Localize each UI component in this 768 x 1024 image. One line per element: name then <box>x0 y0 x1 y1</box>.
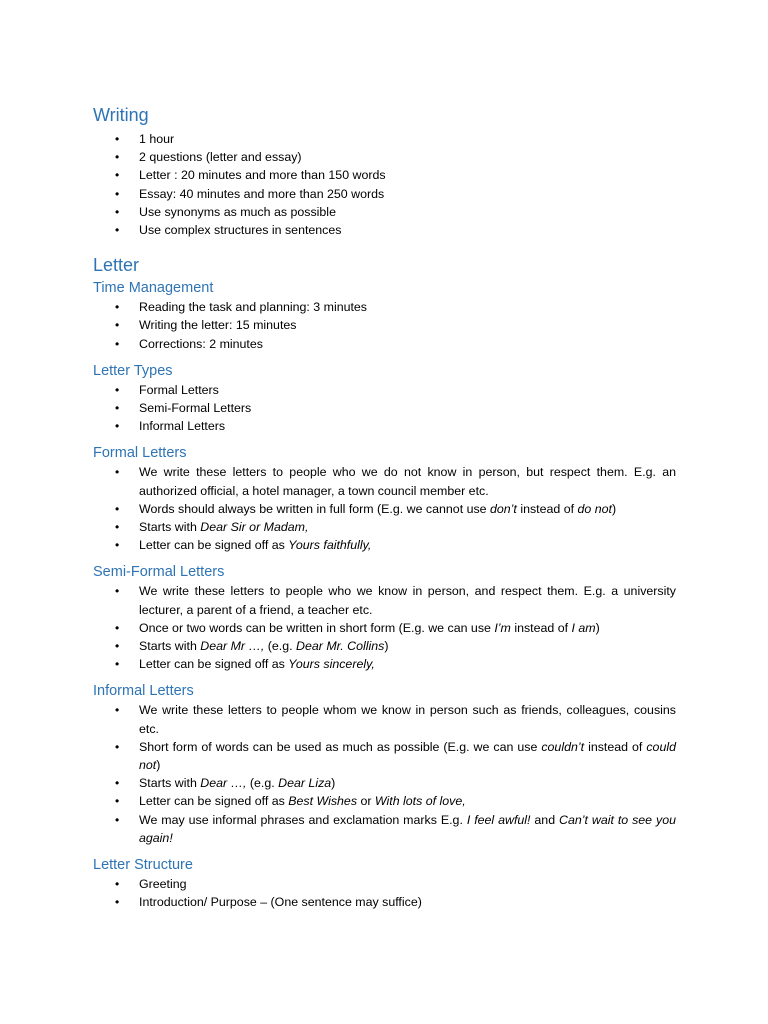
bullet-icon: • <box>115 584 120 599</box>
list-item: • Starts with Dear Sir or Madam, <box>93 518 676 536</box>
list-letter-structure <box>93 875 676 911</box>
list-formal-letters <box>93 463 676 554</box>
list-item: • Use complex structures in sentences <box>93 221 676 239</box>
heading-letter-structure: Letter Structure <box>93 857 193 874</box>
list-item: • Use synonyms as much as possible <box>93 203 676 221</box>
bullet-icon: • <box>115 794 120 809</box>
list-item: • Words should always be written in full form (E.g. we cannot use don’t instead of do not) <box>93 500 676 518</box>
heading-writing: Writing <box>93 105 149 125</box>
bullet-icon: • <box>115 465 120 480</box>
heading-letter: Letter <box>93 255 140 276</box>
bullet-icon: • <box>115 812 120 827</box>
bullet-icon: • <box>115 223 120 238</box>
list-writing <box>93 130 676 239</box>
heading-formal-letters: Formal Letters <box>93 445 187 462</box>
list-item: • Writing the letter: 15 minutes <box>93 316 676 334</box>
bullet-icon: • <box>115 186 120 201</box>
bullet-icon: • <box>115 150 120 165</box>
list-item: • Letter can be signed off as Best Wishes or With lots of love, <box>93 792 676 810</box>
bullet-icon: • <box>115 419 120 434</box>
list-item: • Reading the task and planning: 3 minutes <box>93 298 676 316</box>
bullet-icon: • <box>115 204 120 219</box>
list-item: • We write these letters to people who we know in person, and respect them. E.g. a university lecturer, a parent of a friend, a teacher etc. <box>115 584 676 617</box>
bullet-icon: • <box>115 639 120 654</box>
bullet-icon: • <box>115 520 120 535</box>
bullet-icon: • <box>115 318 120 333</box>
list-item: • Starts with Dear …, (e.g. Dear Liza) <box>93 774 676 792</box>
list-item: • Essay: 40 minutes and more than 250 words <box>93 185 676 203</box>
list-item: • Formal Letters <box>93 381 676 399</box>
heading-informal-letters: Informal Letters <box>93 683 194 700</box>
bullet-icon: • <box>115 776 120 791</box>
list-item: • 2 questions (letter and essay) <box>93 148 676 166</box>
list-item: • Introduction/ Purpose – (One sentence may suffice) <box>93 893 676 911</box>
list-item: • Letter can be signed off as Yours faithfully, <box>93 536 676 554</box>
bullet-icon: • <box>115 382 120 397</box>
bullet-icon: • <box>115 168 120 183</box>
bullet-icon: • <box>115 300 120 315</box>
list-informal-letters <box>93 701 676 847</box>
bullet-icon: • <box>115 620 120 635</box>
bullet-icon: • <box>115 538 120 553</box>
bullet-icon: • <box>115 739 120 754</box>
bullet-icon: • <box>115 703 120 718</box>
bullet-icon: • <box>115 401 120 416</box>
bullet-icon: • <box>115 336 120 351</box>
bullet-icon: • <box>115 877 120 892</box>
document-page <box>93 103 676 912</box>
list-item: • Corrections: 2 minutes <box>93 335 676 353</box>
list-item: • 1 hour <box>93 130 676 148</box>
heading-time-management: Time Management <box>93 280 214 297</box>
list-item: • We write these letters to people who we do not know in person, but respect them. E.g. an authorized official, a hotel manager, a town council member etc. <box>115 465 676 498</box>
list-letter-types <box>93 381 676 436</box>
list-item: • Letter can be signed off as Yours sincerely, <box>93 655 676 673</box>
list-semi-formal-letters <box>93 582 676 673</box>
list-item: • We may use informal phrases and exclamation marks E.g. I feel awful! and Can’t wait to see you again! <box>115 812 676 845</box>
list-item: • Short form of words can be used as much as possible (E.g. we can use couldn’t instead of could not) <box>115 739 676 773</box>
bullet-icon: • <box>115 132 120 146</box>
bullet-icon: • <box>115 657 120 672</box>
list-item: • Once or two words can be written in short form (E.g. we can use I’m instead of I am) <box>93 619 676 637</box>
heading-letter-types: Letter Types <box>93 362 173 379</box>
list-item: • Starts with Dear Mr …, (e.g. Dear Mr. Collins) <box>93 637 676 655</box>
list-time-management <box>93 298 676 353</box>
list-item: • Letter : 20 minutes and more than 150 words <box>93 166 676 184</box>
bullet-icon: • <box>115 895 120 910</box>
list-item: • We write these letters to people whom we know in person such as friends, colleagues, cousins etc. <box>115 703 676 736</box>
list-item: • Semi-Formal Letters <box>93 399 676 417</box>
heading-semi-formal-letters: Semi-Formal Letters <box>93 564 225 581</box>
list-item: • Informal Letters <box>93 417 676 435</box>
list-item: • Greeting <box>93 875 676 893</box>
bullet-icon: • <box>115 501 120 516</box>
